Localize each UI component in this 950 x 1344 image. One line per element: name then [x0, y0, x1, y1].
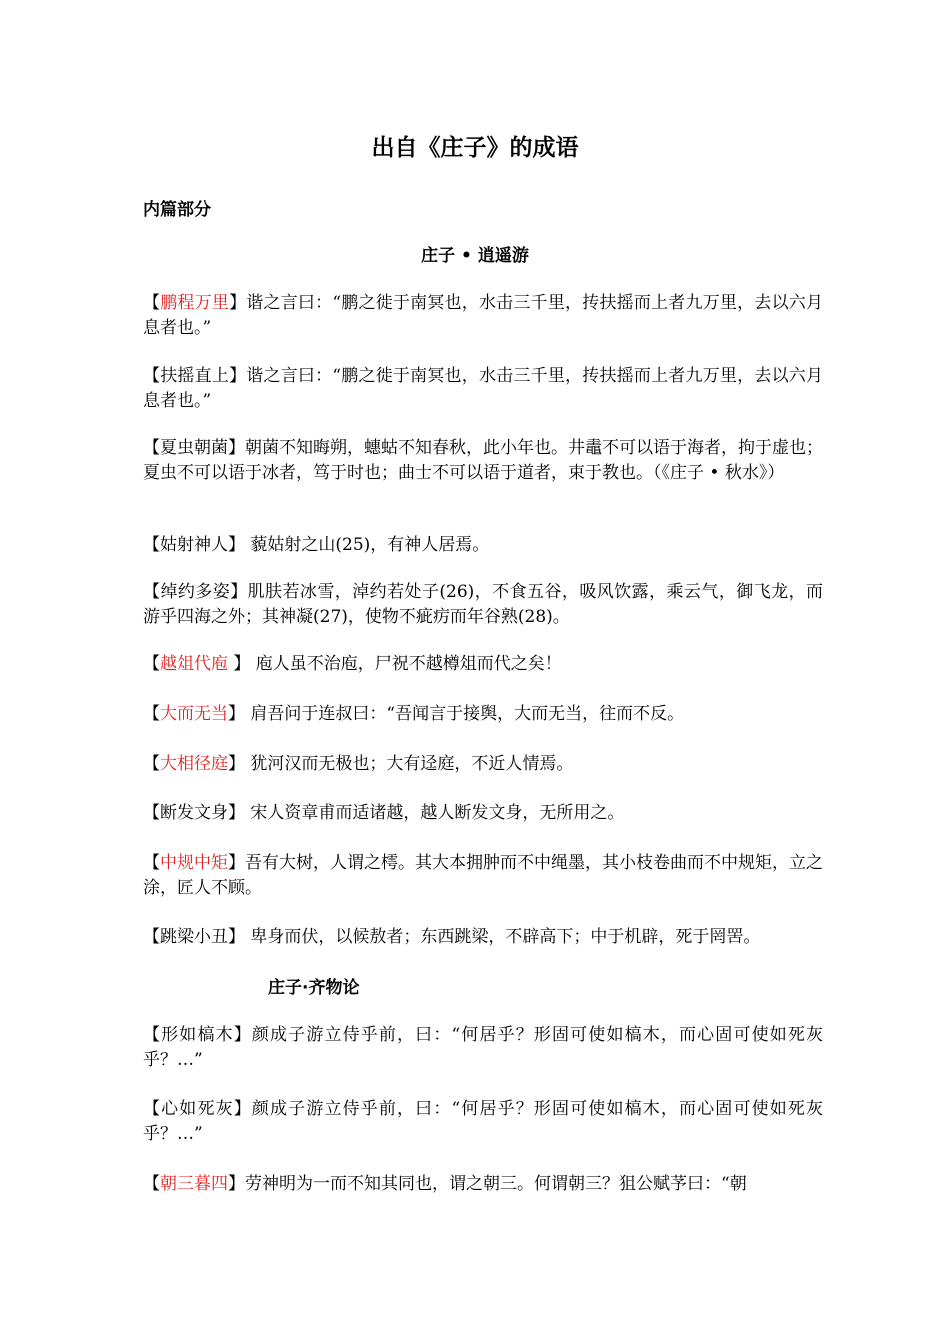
- idiom-text: 庖人虽不治庖，尸祝不越樽俎而代之矣！: [250, 654, 562, 674]
- idiom-text: 谐之言曰：“鹏之徙于南冥也，水击三千里，抟扶摇而上者九万里，去以六月息者也。”: [143, 366, 824, 411]
- idiom-text: 藐姑射之山(25)，有神人居焉。: [245, 535, 490, 555]
- document-title: 出自《庄子》的成语: [371, 135, 579, 161]
- idiom-text: 犹河汉而无极也；大有迳庭，不近人情焉。: [245, 754, 574, 774]
- idiom-term: 大相径庭: [160, 754, 228, 774]
- idiom-text: 卑身而伏，以候敖者；东西跳梁，不辟高下；中于机辟，死于罔罟。: [245, 927, 761, 947]
- idiom-entry: 【跳梁小丑】 卑身而伏，以候敖者；东西跳梁，不辟高下；中于机辟，死于罔罟。: [143, 927, 761, 947]
- section-heading: 内篇部分: [143, 200, 211, 220]
- idiom-entry: 【鹏程万里】谐之言曰：“鹏之徙于南冥也，水击三千里，抟扶摇而上者九万里，去以六月息者也。”: [143, 293, 824, 338]
- idiom-term: 夏虫朝菌: [160, 438, 228, 458]
- idiom-text: 颜成子游立侍乎前，曰：“何居乎？形固可使如槁木，而心固可使如死灰乎？…”: [143, 1025, 824, 1070]
- idiom-text: 肩吾问于连叔曰：“吾闻言于接舆，大而无当，往而不反。: [245, 704, 685, 724]
- idiom-term: 朝三暮四: [160, 1174, 228, 1194]
- idiom-entry: 【心如死灰】颜成子游立侍乎前，曰：“何居乎？形固可使如槁木，而心固可使如死灰乎？…”: [143, 1099, 824, 1144]
- idiom-term: 绰约多姿: [160, 582, 231, 602]
- idiom-text: 颜成子游立侍乎前，曰：“何居乎？形固可使如槁木，而心固可使如死灰乎？…”: [143, 1099, 824, 1144]
- idiom-term: 姑射神人: [160, 535, 228, 555]
- idiom-entry: 【扶摇直上】谐之言曰：“鹏之徙于南冥也，水击三千里，抟扶摇而上者九万里，去以六月息者也。”: [143, 366, 824, 411]
- idiom-term: 跳梁小丑: [160, 927, 228, 947]
- idiom-entry: 【形如槁木】颜成子游立侍乎前，曰：“何居乎？形固可使如槁木，而心固可使如死灰乎？…”: [143, 1025, 824, 1070]
- idiom-term: 心如死灰: [161, 1099, 234, 1119]
- chapter-heading-qiwulun: 庄子·齐物论: [268, 978, 360, 998]
- idiom-term: 形如槁木: [161, 1025, 234, 1045]
- idiom-entry: 【大相径庭】 犹河汉而无极也；大有迳庭，不近人情焉。: [143, 754, 574, 774]
- idiom-text: 谐之言曰：“鹏之徙于南冥也，水击三千里，抟扶摇而上者九万里，去以六月息者也。”: [143, 293, 824, 338]
- idiom-text: 肌肤若冰雪，淖约若处子(26)，不食五谷，吸风饮露，乘云气，御飞龙，而游乎四海之外；其神凝(27)，使物不疵疠而年谷熟(28)。: [143, 582, 824, 627]
- idiom-entry: 【姑射神人】 藐姑射之山(25)，有神人居焉。: [143, 535, 490, 555]
- idiom-entry: 【朝三暮四】劳神明为一而不知其同也，谓之朝三。何谓朝三？狙公赋芧曰：“朝: [143, 1174, 747, 1194]
- idiom-text: 宋人资章甫而适诸越，越人断发文身，无所用之。: [245, 803, 625, 823]
- idiom-entry: 【越俎代庖 】 庖人虽不治庖，尸祝不越樽俎而代之矣！: [143, 654, 562, 674]
- chapter-heading-xiaoyaoyou: 庄子 • 逍遥游: [421, 246, 529, 266]
- idiom-text: 吾有大树，人谓之樗。其大本拥肿而不中绳墨，其小枝卷曲而不中规矩，立之涂，匠人不顾。: [143, 853, 823, 898]
- idiom-entry: 【夏虫朝菌】朝菌不知晦朔，蟪蛄不知春秋，此小年也。井鼃不可以语于海者，拘于虚也；夏虫不可以语于冰者，笃于时也；曲士不可以语于道者，束于教也。（《庄子 • 秋水》）: [143, 438, 823, 483]
- idiom-entry: 【中规中矩】吾有大树，人谓之樗。其大本拥肿而不中绳墨，其小枝卷曲而不中规矩，立之涂，匠人不顾。: [143, 853, 823, 898]
- idiom-term: 越俎代庖: [160, 654, 228, 674]
- idiom-text: 劳神明为一而不知其同也，谓之朝三。何谓朝三？狙公赋芧曰：“朝: [245, 1174, 747, 1194]
- idiom-entry: 【绰约多姿】肌肤若冰雪，淖约若处子(26)，不食五谷，吸风饮露，乘云气，御飞龙，而游乎四海之外；其神凝(27)，使物不疵疠而年谷熟(28)。: [143, 582, 824, 627]
- idiom-entry: 【大而无当】 肩吾问于连叔曰：“吾闻言于接舆，大而无当，往而不反。: [143, 704, 685, 724]
- idiom-entry: 【断发文身】 宋人资章甫而适诸越，越人断发文身，无所用之。: [143, 803, 625, 823]
- idiom-term: 大而无当: [160, 704, 228, 724]
- idiom-term: 鹏程万里: [160, 293, 230, 313]
- idiom-text: 朝菌不知晦朔，蟪蛄不知春秋，此小年也。井鼃不可以语于海者，拘于虚也；夏虫不可以语于冰者，笃于时也；曲士不可以语于道者，束于教也。（《庄子 • 秋水》）: [143, 438, 823, 483]
- idiom-term: 中规中矩: [160, 853, 228, 873]
- idiom-term: 扶摇直上: [160, 366, 230, 386]
- idiom-term: 断发文身: [160, 803, 228, 823]
